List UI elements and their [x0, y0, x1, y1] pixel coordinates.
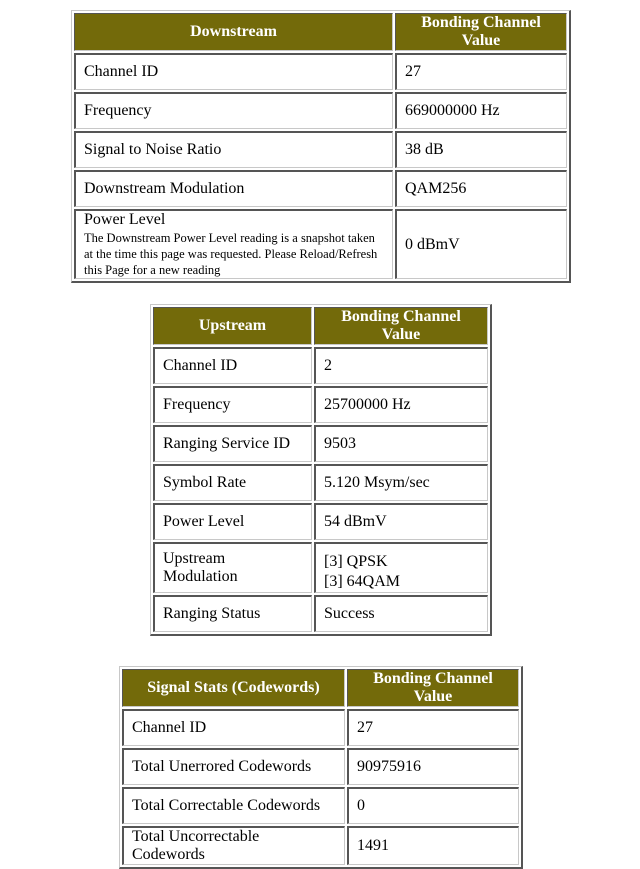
column-header: Downstream — [74, 13, 393, 51]
codewords-table — [119, 666, 523, 869]
row-label: Total Correctable Codewords — [122, 787, 345, 824]
modulation-values — [314, 542, 488, 593]
row-label: Power Level — [153, 503, 312, 540]
upstream-table — [150, 304, 492, 636]
column-header: Signal Stats (Codewords) — [122, 669, 345, 707]
table-row — [74, 53, 567, 90]
table-row — [153, 386, 488, 423]
row-label: Channel ID — [153, 347, 312, 384]
row-label: Power Level — [84, 211, 166, 228]
row-value: 0 — [347, 787, 519, 824]
power-level-note: The Downstream Power Level reading is a snapshot taken at the time this page was requested. Please Reload/Refresh this Page for a new reading — [84, 231, 378, 277]
table-row — [153, 503, 488, 540]
table-row — [153, 542, 488, 593]
table-row — [153, 425, 488, 462]
row-value: Success — [314, 595, 488, 632]
table-row — [74, 131, 567, 168]
row-value: 1491 — [347, 826, 519, 865]
table-row — [122, 748, 519, 785]
row-value: 0 dBmV — [395, 209, 567, 279]
row-label: Symbol Rate — [153, 464, 312, 501]
row-label: Downstream Modulation — [74, 170, 393, 207]
table-header-row — [153, 307, 488, 345]
row-label: Frequency — [74, 92, 393, 129]
table-header-row — [74, 13, 567, 51]
row-value: 9503 — [314, 425, 488, 462]
column-header: Bonding Channel Value — [395, 13, 567, 51]
row-value: 669000000 Hz — [395, 92, 567, 129]
row-value: 2 — [314, 347, 488, 384]
row-label: Upstream Modulation — [153, 542, 312, 593]
row-label: Total Unerrored Codewords — [122, 748, 345, 785]
modulation-value: [3] QPSK — [324, 553, 388, 570]
row-value: 27 — [395, 53, 567, 90]
table-row — [74, 209, 567, 279]
row-value: 5.120 Msym/sec — [314, 464, 488, 501]
row-value: QAM256 — [395, 170, 567, 207]
row-label: Signal to Noise Ratio — [74, 131, 393, 168]
column-header: Bonding Channel Value — [347, 669, 519, 707]
table-row — [122, 787, 519, 824]
table-row — [153, 464, 488, 501]
table-row — [122, 709, 519, 746]
row-label: Channel ID — [74, 53, 393, 90]
row-value: 90975916 — [347, 748, 519, 785]
table-row — [74, 92, 567, 129]
row-value: 27 — [347, 709, 519, 746]
row-label: Ranging Service ID — [153, 425, 312, 462]
power-level-cell — [74, 209, 393, 279]
table-header-row — [122, 669, 519, 707]
row-label: Total Uncorrectable Codewords — [122, 826, 345, 865]
row-value: 25700000 Hz — [314, 386, 488, 423]
table-row — [74, 170, 567, 207]
column-header: Upstream — [153, 307, 312, 345]
table-row — [153, 595, 488, 632]
row-value: 54 dBmV — [314, 503, 488, 540]
row-label: Frequency — [153, 386, 312, 423]
row-label: Ranging Status — [153, 595, 312, 632]
downstream-table — [71, 10, 571, 283]
column-header: Bonding Channel Value — [314, 307, 488, 345]
table-row — [122, 826, 519, 865]
table-row — [153, 347, 488, 384]
row-value: 38 dB — [395, 131, 567, 168]
row-label: Channel ID — [122, 709, 345, 746]
modulation-value: [3] 64QAM — [324, 573, 400, 590]
